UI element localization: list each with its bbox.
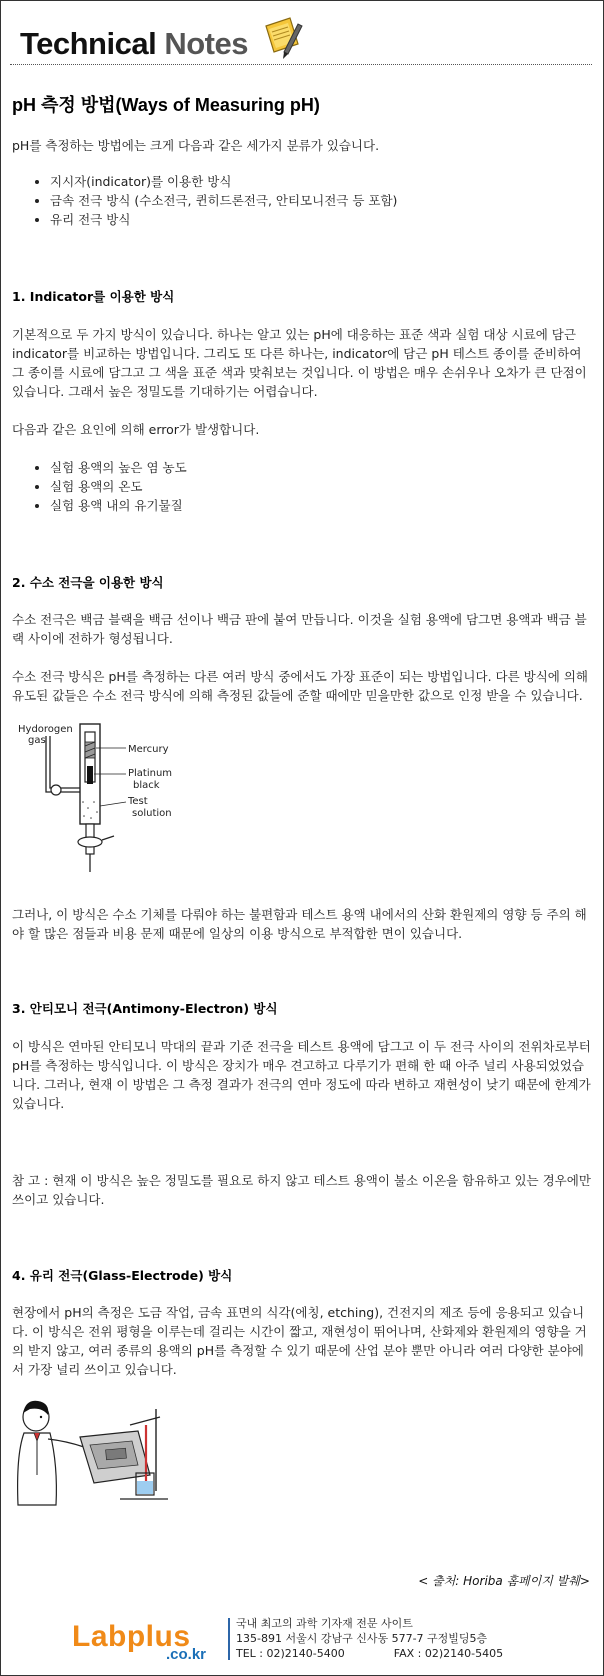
section-2-heading: 2. 수소 전극을 이용한 방식	[12, 575, 164, 590]
technical-notes-title	[20, 26, 248, 62]
notepad-pencil-icon	[258, 14, 306, 62]
error-list	[12, 458, 604, 515]
section-3-heading: 3. 안티모니 전극(Antimony-Electron) 방식	[12, 1001, 278, 1016]
label-platinum-1: Platinum	[128, 768, 173, 779]
intro-lead: pH를 측정하는 방법에는 크게 다음과 같은 세가지 분류가 있습니다.	[12, 138, 380, 153]
header	[0, 0, 602, 66]
title-technical: Technical	[20, 26, 157, 61]
list-item: • 실험 용액의 높은 염 농도	[50, 458, 604, 477]
label-platinum-2: black	[133, 780, 160, 791]
label-test-1: Test	[128, 796, 148, 807]
scientist-illustration	[10, 1395, 180, 1520]
title-notes: Notes	[164, 26, 248, 61]
section-2-paragraph-1: 수소 전극은 백금 블랙을 백금 선이나 백금 판에 붙여 만듭니다. 이것을 실험 용액에 담그면 용액과 백금 블랙 사이에 전하가 형성됩니다.	[12, 612, 587, 646]
section-3-paragraph: 이 방식은 연마된 안티모니 막대의 끝과 기준 전극을 테스트 용액에 담그고 이 두 전극 사이의 전위차로부터 pH를 측정하는 방식입니다. 이 방식은 장치가 매우 견고하고 다루기가 편해 한 때 아주 널리 사용되었었습니다. 그러나, 현재 이 방법은 그 측정 결과가 전극의 연마 정도에 따라 변하고 재현성이 낮기 때문에 한계가 있습니다.	[12, 1039, 591, 1111]
hydrogen-electrode-diagram	[16, 722, 176, 882]
header-divider	[10, 64, 592, 65]
labplus-logo: Labplus	[72, 1620, 191, 1653]
section-1-heading: 1. Indicator를 이용한 방식	[12, 289, 175, 304]
section-1-paragraph: 기본적으로 두 가지 방식이 있습니다. 하나는 알고 있는 pH에 대응하는 표준 색과 실험 대상 시료에 담근 indicator를 비교하는 방법입니다. 그리도 또 다른 하나는, indicator에 담근 pH 테스트 종이를 준비하여 그 종이를 시료에 담그고 그 색을 표준 색과 맞춰보는 것입니다. 이 방법은 매우 손쉬우나 오차가 큰 단점이 있습니다. 그래서 높은 정밀도를 기대하기는 어렵습니다.	[12, 327, 587, 399]
labplus-domain: .co.kr	[166, 1646, 207, 1663]
label-hydrogen-2: gas	[28, 735, 46, 746]
list-item: • 실험 용액의 온도	[50, 477, 604, 496]
footer-info	[236, 1616, 503, 1661]
footer-tel: TEL : 02)2140-5400	[236, 1647, 345, 1660]
label-test-2: solution	[132, 808, 172, 819]
footer	[0, 1606, 602, 1666]
footer-address: 135-891 서울시 강남구 신사동 577-7 구정빌딩5층	[236, 1632, 488, 1645]
footer-contact	[236, 1646, 503, 1661]
section-2-paragraph-2: 수소 전극 방식은 pH를 측정하는 다른 여러 방식 중에서도 가장 표준이 되는 방법입니다. 다른 방식에 의해 유도된 값들은 수소 전극 방식에 의해 측정된 값들에 준할 때에만 믿을만한 값으로 인정 받을 수 있습니다.	[12, 669, 588, 703]
list-item: • 실험 용액 내의 유기물질	[50, 496, 604, 515]
page-title: pH 측정 방법(Ways of Measuring pH)	[12, 95, 320, 115]
section-1-error-lead: 다음과 같은 요인에 의해 error가 발생합니다.	[12, 422, 260, 437]
list-item: • 지시자(indicator)를 이용한 방식	[50, 172, 604, 191]
section-4-heading: 4. 유리 전극(Glass-Electrode) 방식	[12, 1268, 233, 1283]
section-2-paragraph-3: 그러나, 이 방식은 수소 기체를 다뤄야 하는 불편함과 테스트 용액 내에서의 산화 환원제의 영향 등 주의 해야 할 많은 점들과 비용 문제 때문에 일상의 이용 방식으로 부적합한 면이 있습니다.	[12, 907, 587, 941]
footer-tagline: 국내 최고의 과학 기자재 전문 사이트	[236, 1617, 413, 1630]
list-item: • 유리 전극 방식	[50, 210, 604, 229]
source-citation: < 출처: Horiba 홈페이지 발췌>	[418, 1574, 590, 1588]
label-hydrogen-1: Hydorogen	[18, 724, 73, 735]
footer-divider	[228, 1618, 230, 1660]
intro-section	[12, 96, 592, 115]
section-4-paragraph: 현장에서 pH의 측정은 도금 작업, 금속 표면의 식각(에칭, etching), 건전지의 제조 등에 응용되고 있습니다. 이 방식은 전위 평형을 이루는데 걸리는 시간이 짧고, 재현성이 뛰어나며, 산화제와 환원제의 영향을 거의 받지 않고, 여러 종류의 용액의 pH를 측정할 수 있기 때문에 산업 분야 뿐만 아니라 여러 다양한 분야에서 가장 널리 쓰이고 있습니다.	[12, 1305, 587, 1377]
list-item: • 금속 전극 방식 (수소전극, 퀸히드론전극, 안티모니전극 등 포함)	[50, 191, 604, 210]
footer-fax: FAX : 02)2140-5405	[393, 1647, 504, 1660]
section-3-note: 참 고 : 현재 이 방식은 높은 정밀도를 필요로 하지 않고 테스트 용액이 불소 이온을 함유하고 있는 경우에만 쓰이고 있습니다.	[12, 1173, 591, 1207]
method-list	[12, 172, 604, 229]
label-mercury: Mercury	[128, 744, 169, 755]
